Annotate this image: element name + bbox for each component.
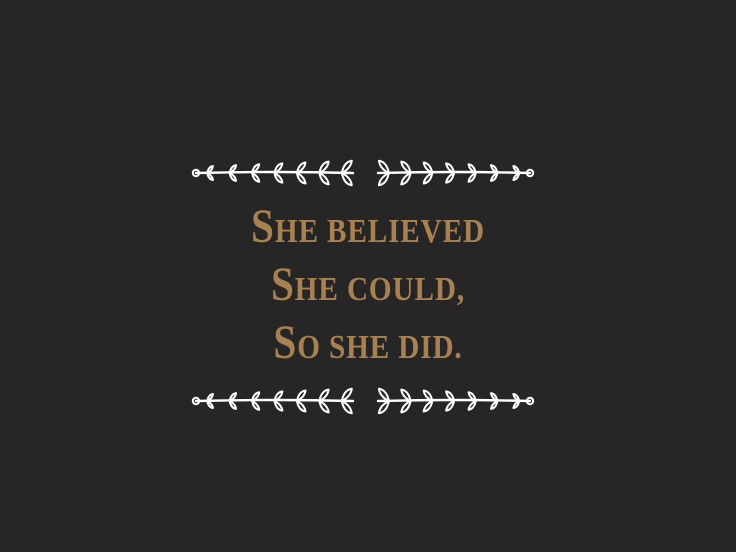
quote-line-3-rest: O SHE DID.: [297, 329, 463, 366]
vine-art: [193, 161, 533, 185]
quote-line-1-initial: S: [251, 200, 275, 253]
quote-line-2: [52, 256, 685, 314]
quote-line-3-initial: S: [273, 316, 298, 369]
quote-line-1: [52, 198, 685, 256]
laurel-vine-top-icon: [188, 154, 538, 194]
quote-line-2-rest: HE COULD,: [294, 271, 466, 308]
vine-art: [193, 389, 533, 413]
quote-line-2-initial: S: [270, 258, 295, 311]
quote-line-1-rest: HE BELIEVED: [274, 213, 485, 250]
quote-text: [0, 198, 736, 372]
quote-line-3: [52, 314, 685, 372]
laurel-vine-bottom-icon: [188, 382, 538, 422]
